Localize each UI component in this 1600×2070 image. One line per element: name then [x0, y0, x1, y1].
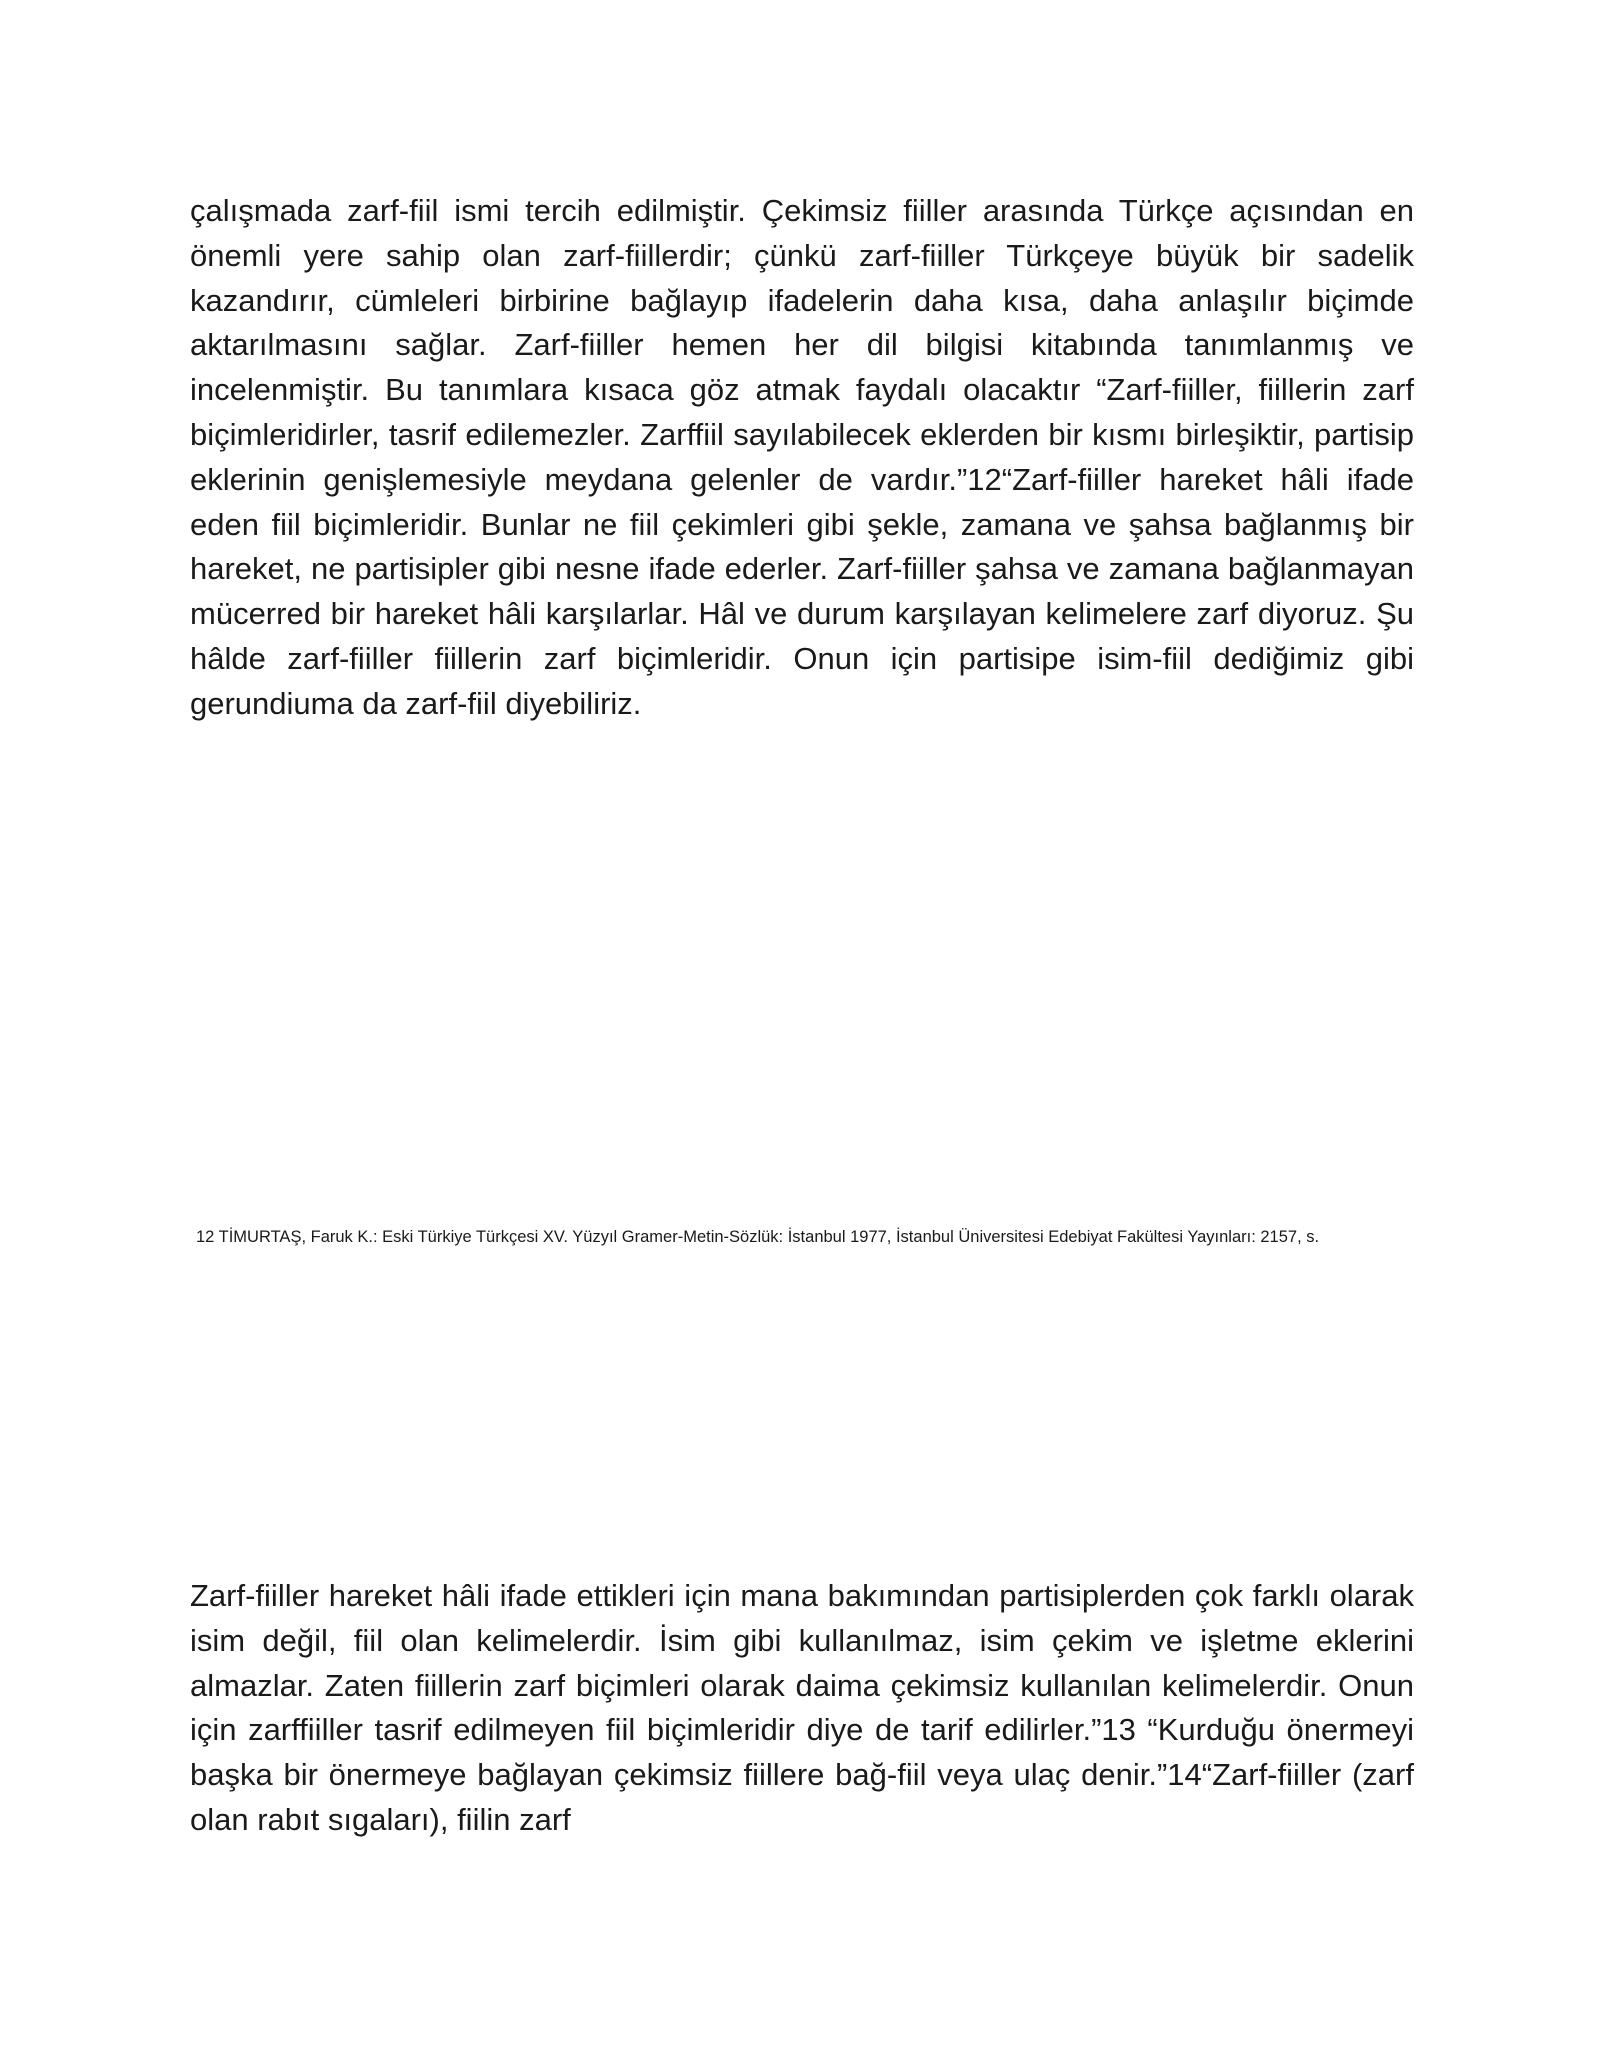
body-paragraph-1: çalışmada zarf-fiil ismi tercih edilmiştir. Çekimsiz fiiller arasında Türkçe açısından en önemli yere sahip olan zarf-fiillerdir; çünkü zarf-fiiller Türkçeye büyük bir sadelik kazandırır, cümleleri birbirine bağlayıp ifadelerin daha kısa, daha anlaşılır biçimde aktarılmasını sağlar. Zarf-fiiller hemen her dil bilgisi kitabında tanımlanmış ve incelenmiştir. Bu tanımlara kısaca göz atmak faydalı olacaktır “Zarf-fiiller, fiillerin zarf biçimleridirler, tasrif edilemezler. Zarffiil sayılabilecek eklerden bir kısmı birleşiktir, partisip eklerinin genişlemesiyle meydana gelenler de vardır.”12“Zarf-fiiller hareket hâli ifade eden fiil biçimleridir. Bunlar ne fiil çekimleri gibi şekle, zamana ve şahsa bağlanmış bir hareket, ne partisipler gibi nesne ifade ederler. Zarf-fiiller şahsa ve zamana bağlanmayan mücerred bir hareket hâli karşılarlar. Hâl ve durum karşılayan kelimelere zarf diyoruz. Şu hâlde zarf-fiiller fiillerin zarf biçimleridir. Onun için partisipe isim-fiil dediğimiz gibi gerundiuma da zarf-fiil diyebiliriz.: [190, 193, 1414, 721]
footnote-12: 12 TİMURTAŞ, Faruk K.: Eski Türkiye Türkçesi XV. Yüzyıl Gramer-Metin-Sözlük: İstanbul 1977, İstanbul Üniversitesi Edebiyat Fakültesi Yayınları: 2157, s.: [196, 1228, 1320, 1246]
body-paragraph-2: Zarf-fiiller hareket hâli ifade ettikleri için mana bakımından partisiplerden çok farklı olarak isim değil, fiil olan kelimelerdir. İsim gibi kullanılmaz, isim çekim ve işletme eklerini almazlar. Zaten fiillerin zarf biçimleri olarak daima çekimsiz kullanılan kelimelerdir. Onun için zarffiiller tasrif edilmeyen fiil biçimleridir diye de tarif edilirler.”13 “Kurduğu önermeyi başka bir önermeye bağlayan çekimsiz fiillere bağ-fiil veya ulaç denir.”14“Zarf-fiiller (zarf olan rabıt sıgaları), fiilin zarf: [190, 1578, 1414, 1837]
